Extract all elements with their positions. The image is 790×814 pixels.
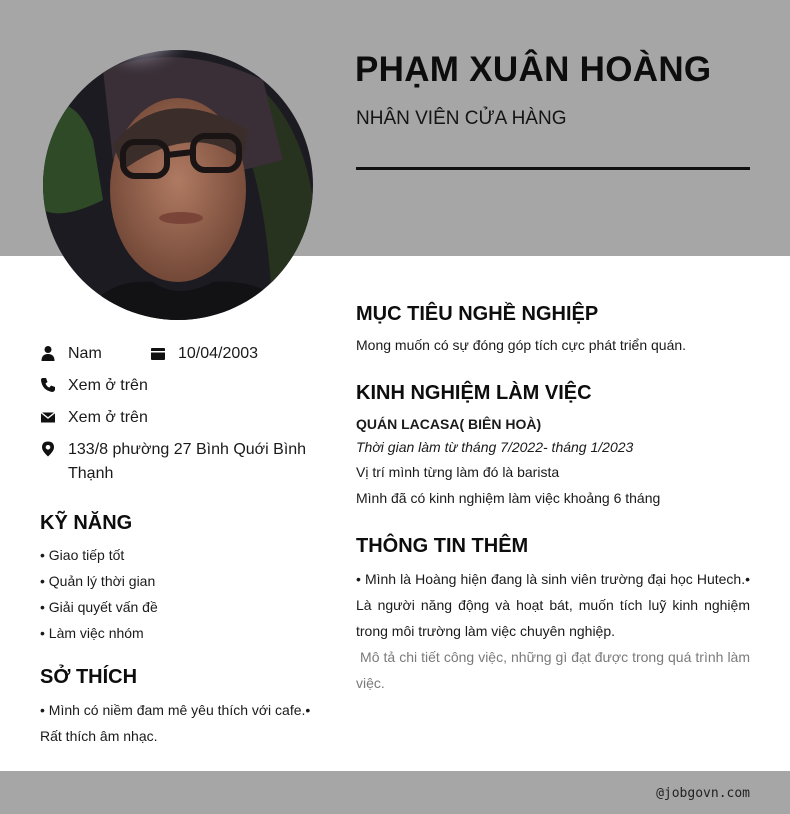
hobbies-title: SỞ THÍCH [40,666,138,688]
experience-title: KINH NGHIỆM LÀM VIỆC [356,382,592,404]
skill-item: • Giao tiếp tốt [40,547,125,563]
email-row [40,406,148,430]
mail-icon [40,409,56,425]
skill-item: • Làm việc nhóm [40,625,144,641]
skill-item: • Quản lý thời gian [40,573,156,589]
job-title: NHÂN VIÊN CỬA HÀNG [356,108,567,129]
gender-row [40,342,102,366]
email-value: Xem ở trên [68,409,148,426]
birthdate-value: 10/04/2003 [178,345,259,362]
phone-value: Xem ở trên [68,377,148,394]
more-info-title: THÔNG TIN THÊM [356,535,529,557]
candidate-name: PHẠM XUÂN HOÀNG [355,50,712,89]
birthdate-row [150,342,258,366]
address-row [40,438,325,486]
profile-photo [43,50,313,320]
experience-line: Vị trí mình từng làm đó là barista [356,464,560,480]
objective-text: Mong muốn có sự đóng góp tích cực phát triển quán. [356,337,687,353]
hobbies-text: • Mình có niềm đam mê yêu thích với cafe.• Rất thích âm nhạc. [40,702,311,744]
experience-line: Mình đã có kinh nghiệm làm việc khoảng 6 tháng [356,490,661,506]
avatar [43,50,313,320]
objective-title: MỤC TIÊU NGHỀ NGHIỆP [356,303,599,325]
footer-watermark: @jobgovn.com [656,786,750,801]
location-pin-icon [40,441,56,457]
skills-title: KỸ NĂNG [40,512,133,534]
person-icon [40,345,56,361]
skill-item: • Giải quyết vấn đề [40,599,158,615]
work-period: Thời gian làm từ tháng 7/2022- tháng 1/2023 [356,439,634,455]
more-info-text: • Mình là Hoàng hiện đang là sinh viên trường đại học Hutech.• Là người năng động và hoạt bát, muốn tích luỹ kinh nghiệm trong môi trường làm việc chuyên nghiệp. [356,571,750,639]
phone-row [40,374,148,398]
title-divider [356,167,750,170]
phone-icon [40,377,56,393]
address-value: 133/8 phường 27 Bình Quới Bình Thạnh [68,441,307,482]
company-name: QUÁN LACASA( BIÊN HOÀ) [356,416,542,432]
calendar-icon [150,345,166,361]
more-info-placeholder: Mô tả chi tiết công việc, những gì đạt được trong quá trình làm việc. [356,649,754,691]
gender-value: Nam [68,345,102,362]
